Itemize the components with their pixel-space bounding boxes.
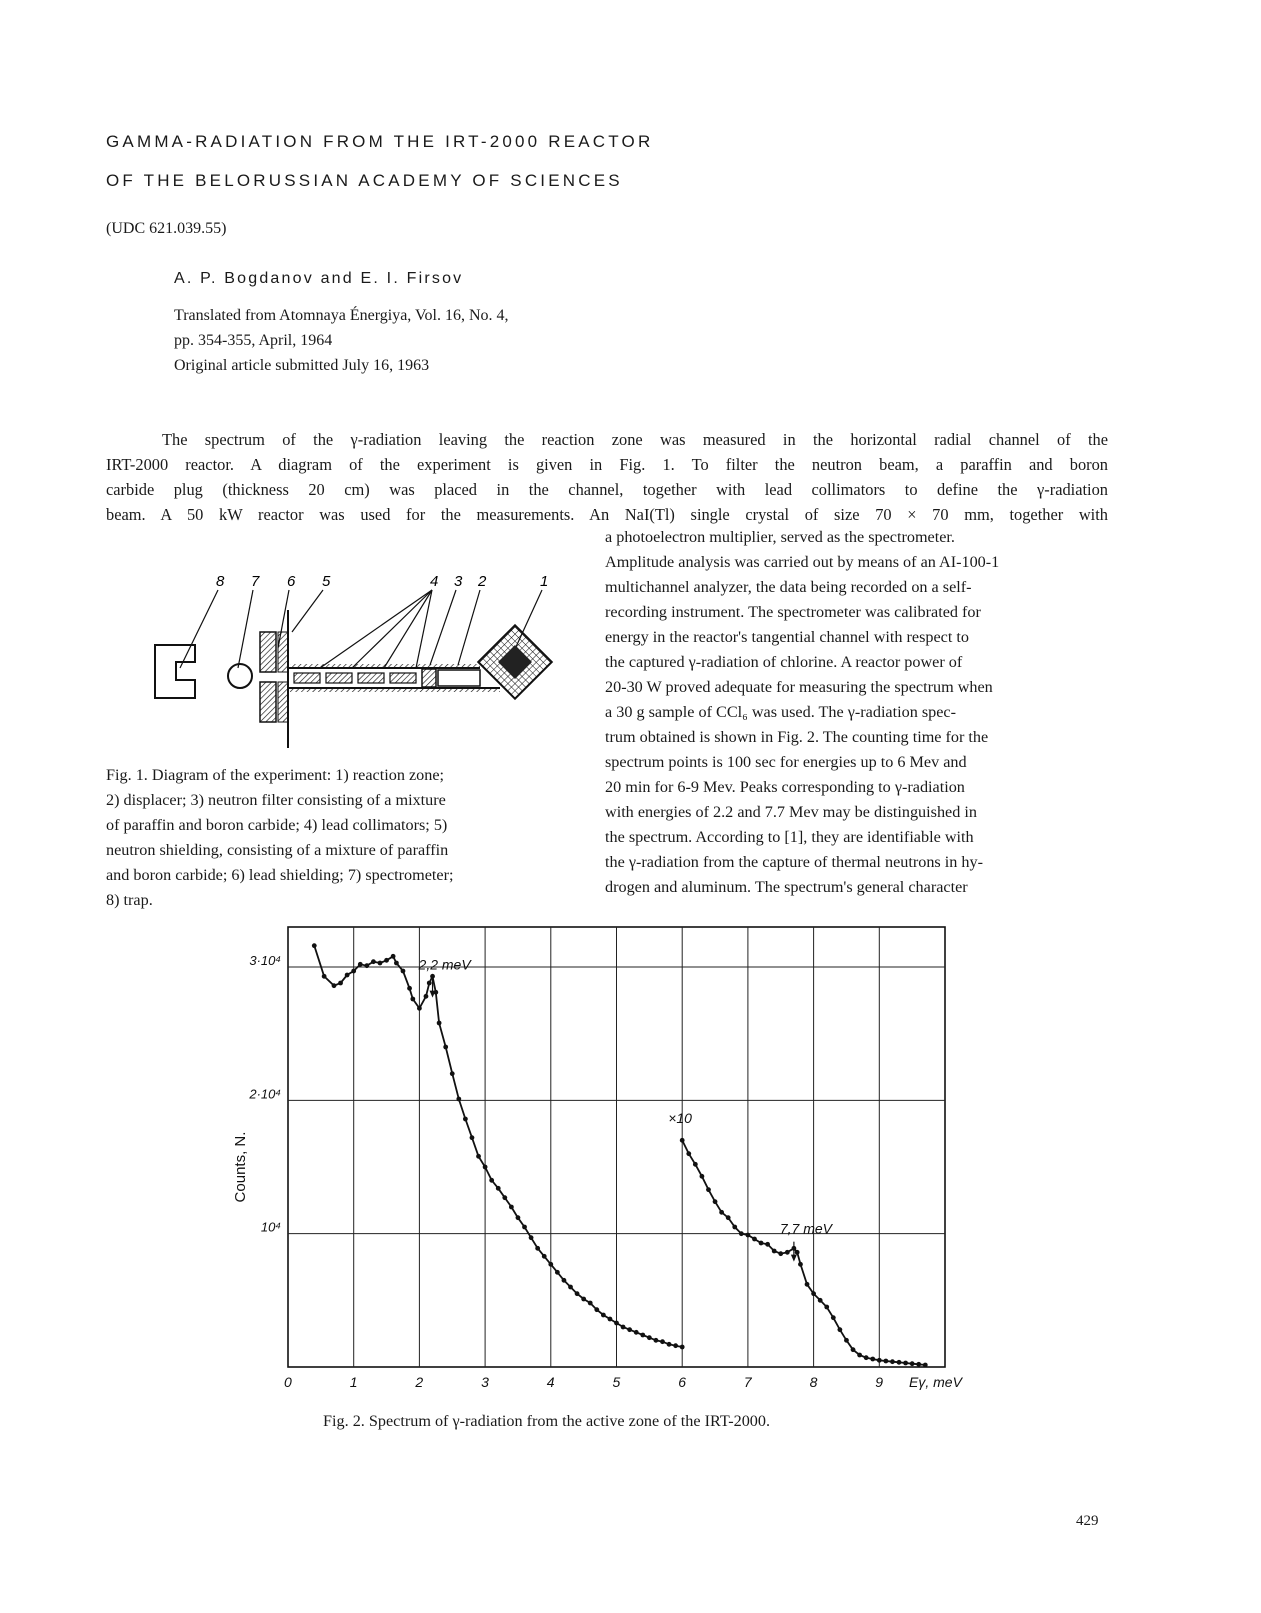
fig1-caption-line: of paraffin and boron carbide; 4) lead collimators; 5)	[106, 816, 448, 834]
y-tick-label: 3·10⁴	[249, 953, 281, 968]
data-point	[831, 1315, 836, 1320]
data-point	[844, 1338, 849, 1343]
data-point	[719, 1210, 724, 1215]
chart-labels	[232, 953, 964, 1390]
data-point	[752, 1237, 757, 1242]
data-point	[522, 1225, 527, 1230]
title-line-2: OF THE BELORUSSIAN ACADEMY OF SCIENCES	[106, 171, 623, 190]
data-point	[391, 954, 396, 959]
data-point	[877, 1358, 882, 1363]
right-column-line: 20-30 W proved adequate for measuring the spectrum when	[605, 678, 993, 696]
data-point	[542, 1254, 547, 1259]
data-point	[700, 1174, 705, 1179]
y-axis-label: Counts, N.	[232, 1131, 249, 1203]
data-point	[739, 1231, 744, 1236]
data-point	[824, 1305, 829, 1310]
right-column-line: with energies of 2.2 and 7.7 Mev may be distinguished in	[605, 803, 977, 821]
fig1-diagram	[140, 570, 580, 760]
annotation-arrowhead	[791, 1255, 797, 1262]
right-column-line: trum obtained is shown in Fig. 2. The counting time for the	[605, 728, 989, 746]
data-point	[811, 1291, 816, 1296]
right-column-line: the γ-radiation from the capture of thermal neutrons in hy-	[605, 853, 983, 871]
fig1-label-3: 3	[454, 573, 463, 590]
data-point	[883, 1359, 888, 1364]
data-point	[627, 1327, 632, 1332]
data-point	[417, 1006, 422, 1011]
data-point	[502, 1195, 507, 1200]
data-point	[910, 1361, 915, 1366]
right-column-line: multichannel analyzer, the data being recorded on a self-	[605, 578, 972, 596]
x-tick-label: 6	[678, 1374, 686, 1390]
x-tick-label: 4	[546, 1374, 555, 1390]
fig1-caption-line: and boron carbide; 6) lead shielding; 7) spectrometer;	[106, 866, 454, 884]
data-point	[555, 1270, 560, 1275]
x-tick-label: 7	[743, 1374, 752, 1390]
x-tick-label: 1	[349, 1374, 358, 1390]
data-point	[535, 1246, 540, 1251]
data-point	[818, 1298, 823, 1303]
data-point	[660, 1339, 665, 1344]
data-point	[759, 1241, 764, 1246]
chart-series	[312, 943, 928, 1367]
fig1-label-6: 6	[287, 573, 296, 590]
data-point	[338, 981, 343, 986]
chart-grid	[288, 927, 945, 1367]
data-point	[706, 1187, 711, 1192]
data-point	[805, 1282, 810, 1287]
right-column-line: energy in the reactor's tangential channel with respect to	[605, 628, 969, 646]
data-point	[916, 1362, 921, 1367]
data-point	[640, 1333, 645, 1338]
fig1-caption-line: Fig. 1. Diagram of the experiment: 1) reaction zone;	[106, 766, 445, 784]
data-point	[588, 1301, 593, 1306]
data-point	[614, 1321, 619, 1326]
fig1-caption-line: 8) trap.	[106, 891, 153, 909]
x-tick-label: 9	[875, 1374, 884, 1390]
series-line-2	[682, 1140, 925, 1365]
data-point	[427, 981, 432, 986]
x-tick-label: 8	[809, 1374, 818, 1390]
right-column-line: the spectrum. According to [1], they are identifiable with	[605, 828, 974, 846]
data-point	[394, 961, 399, 966]
annotation-label: 7,7 meV	[779, 1220, 833, 1237]
translated-from: Translated from Atomnaya Énergiya, Vol. 16, No. 4,	[174, 307, 509, 324]
data-point	[778, 1251, 783, 1256]
data-point	[903, 1361, 908, 1366]
x-tick-label: 2	[415, 1374, 424, 1390]
data-point	[548, 1262, 553, 1267]
body-line-4: beam. A 50 kW reactor was used for the measurements. An NaI(Tl) single crystal of size 70 × 70 mm, together with	[106, 505, 1108, 524]
data-point	[765, 1242, 770, 1247]
submission-date: Original article submitted July 16, 1963	[174, 357, 430, 374]
data-point	[594, 1307, 599, 1312]
y-tick-label: 10⁴	[260, 1219, 281, 1235]
data-point	[568, 1285, 573, 1290]
data-point	[785, 1250, 790, 1255]
data-point	[529, 1235, 534, 1240]
data-point	[351, 969, 356, 974]
right-column-line: 20 min for 6-9 Mev. Peaks corresponding to γ-radiation	[605, 778, 965, 796]
data-point	[795, 1250, 800, 1255]
udc-code: (UDC 621.039.55)	[106, 220, 227, 237]
data-point	[686, 1151, 691, 1156]
data-point	[746, 1233, 751, 1238]
data-point	[450, 1071, 455, 1076]
data-point	[456, 1097, 461, 1102]
data-point	[798, 1262, 803, 1267]
right-column-line: Amplitude analysis was carried out by means of an AI-100-1	[605, 553, 1000, 571]
data-point	[371, 959, 376, 964]
data-point	[647, 1335, 652, 1340]
data-point	[693, 1162, 698, 1167]
data-point	[312, 943, 317, 948]
page-number: 429	[1076, 1513, 1099, 1529]
data-point	[345, 973, 350, 978]
x-tick-label: 3	[481, 1374, 489, 1390]
data-point	[424, 994, 429, 999]
right-column-line: drogen and aluminum. The spectrum's general character	[605, 878, 968, 896]
data-point	[476, 1154, 481, 1159]
data-point	[358, 962, 363, 967]
right-column-line: a photoelectron multiplier, served as the spectrometer.	[605, 528, 955, 546]
data-point	[407, 986, 412, 991]
data-point	[870, 1357, 875, 1362]
data-point	[654, 1338, 659, 1343]
annotation-label: 2,2 meV	[418, 956, 471, 973]
right-column-line: spectrum points is 100 sec for energies up to 6 Mev and	[605, 753, 967, 771]
body-line-3: carbide plug (thickness 20 cm) was placed in the channel, together with lead collimators to define the γ-radiation	[106, 480, 1108, 499]
data-point	[483, 1165, 488, 1170]
data-point	[443, 1045, 448, 1050]
data-point	[897, 1360, 902, 1365]
fig2-caption: Fig. 2. Spectrum of γ-radiation from the active zone of the IRT-2000.	[323, 1412, 771, 1430]
right-column-line: a 30 g sample of CCl₆ was used. The γ-radiation spec-	[605, 703, 957, 721]
data-point	[401, 969, 406, 974]
body-line-1: The spectrum of the γ-radiation leaving the reaction zone was measured in the horizontal radial channel of the	[162, 430, 1108, 449]
right-column-line: the captured γ-radiation of chlorine. A reactor power of	[605, 653, 963, 671]
data-point	[322, 974, 327, 979]
data-point	[726, 1215, 731, 1220]
fig2-spectrum-chart	[215, 915, 975, 1405]
data-point	[581, 1297, 586, 1302]
data-point	[384, 958, 389, 963]
data-point	[864, 1355, 869, 1360]
x-axis-label: Eγ, meV	[909, 1374, 962, 1390]
fig1-caption-line: 2) displacer; 3) neutron filter consisting of a mixture	[106, 791, 446, 809]
data-point	[634, 1330, 639, 1335]
data-point	[575, 1291, 580, 1296]
data-point	[857, 1353, 862, 1358]
data-point	[470, 1135, 475, 1140]
data-point	[667, 1342, 672, 1347]
data-point	[332, 983, 337, 988]
title-line-1: GAMMA-RADIATION FROM THE IRT-2000 REACTOR	[106, 132, 654, 151]
data-point	[837, 1327, 842, 1332]
data-point	[608, 1317, 613, 1322]
series-line-1	[314, 946, 682, 1347]
data-point	[516, 1215, 521, 1220]
data-point	[601, 1313, 606, 1318]
data-point	[562, 1278, 567, 1283]
data-point	[364, 963, 369, 968]
data-point	[673, 1343, 678, 1348]
fig1-label-1: 1	[540, 573, 549, 590]
annotation-label: ×10	[668, 1110, 692, 1126]
fig1-label-7: 7	[251, 573, 260, 590]
data-point	[496, 1186, 501, 1191]
data-point	[437, 1021, 442, 1026]
fig1-label-5: 5	[322, 573, 331, 590]
x-tick-label: 5	[612, 1374, 621, 1390]
fig1-caption-line: neutron shielding, consisting of a mixture of paraffin	[106, 841, 449, 859]
x-tick-label: 0	[284, 1374, 292, 1390]
data-point	[713, 1199, 718, 1204]
data-point	[621, 1325, 626, 1330]
fig1-label-4: 4	[430, 573, 439, 590]
authors: A. P. Bogdanov and E. I. Firsov	[174, 270, 464, 287]
fig1-label-8: 8	[216, 573, 225, 590]
data-point	[489, 1178, 494, 1183]
data-point	[378, 961, 383, 966]
data-point	[851, 1347, 856, 1352]
data-point	[509, 1205, 514, 1210]
right-column-line: recording instrument. The spectrometer was calibrated for	[605, 603, 981, 621]
data-point	[410, 997, 415, 1002]
data-point	[923, 1363, 928, 1368]
data-point	[680, 1345, 685, 1350]
data-point	[772, 1249, 777, 1254]
data-point	[732, 1225, 737, 1230]
publication-pages: pp. 354-355, April, 1964	[174, 332, 333, 349]
body-line-2: IRT-2000 reactor. A diagram of the experiment is given in Fig. 1. To filter the neutron beam, a paraffin and boron	[106, 455, 1108, 474]
data-point	[463, 1117, 468, 1122]
data-point	[890, 1359, 895, 1364]
y-tick-label: 2·10⁴	[249, 1086, 281, 1102]
data-point	[680, 1138, 685, 1143]
fig1-label-2: 2	[478, 573, 487, 590]
